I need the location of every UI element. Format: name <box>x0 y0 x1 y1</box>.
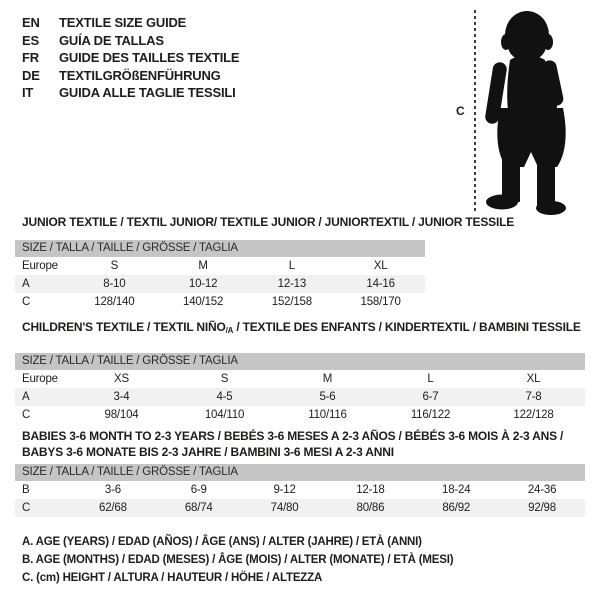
row-label: A <box>22 278 30 290</box>
table-row <box>15 275 425 293</box>
cell: L <box>427 373 434 385</box>
junior-title: JUNIOR TEXTILE / TEXTIL JUNIOR/ TEXTILE JUNIOR / JUNIORTEXTIL / JUNIOR TESSILE <box>22 215 515 229</box>
table-row <box>15 481 585 499</box>
footnote-a: A. AGE (YEARS) / EDAD (AÑOS) / ÂGE (ANS) / ALTER (JAHRE) / ETÀ (ANNI) <box>22 536 422 548</box>
language-code: ES <box>22 32 39 48</box>
cell: 5-6 <box>319 391 336 403</box>
language-title: TEXTILE SIZE GUIDE <box>59 15 187 30</box>
language-title: GUIDA ALLE TAGLIE TESSILI <box>59 85 236 100</box>
table-row <box>15 257 425 275</box>
height-dashed-line <box>474 10 476 211</box>
footnote-b: B. AGE (MONTHS) / EDAD (MESES) / ÂGE (MOIS) / ALTER (MONATE) / ETÀ (MESI) <box>22 554 454 566</box>
babies-title <box>15 428 585 460</box>
cell: XL <box>373 260 388 272</box>
cell: 14-16 <box>366 278 395 290</box>
cell: 9-12 <box>273 484 296 496</box>
babies-title-line2: BABYS 3-6 MONATE BIS 2-3 JAHRE / BAMBINI 3-6 MESI A 2-3 ANNI <box>22 445 394 459</box>
cell: 86/92 <box>442 502 471 514</box>
children-title-post: / TEXTILE DES ENFANTS / KINDERTEXTIL / BAMBINI TESSILE <box>233 320 581 334</box>
language-title: GUIDE DES TAILLES TEXTILE <box>59 50 240 65</box>
row-label: A <box>22 391 30 403</box>
cell: 24-36 <box>527 484 557 496</box>
children-section <box>15 320 585 424</box>
cell: XL <box>526 373 541 385</box>
cell: 80/86 <box>356 502 385 514</box>
cell: 74/80 <box>270 502 299 514</box>
table-row <box>15 406 585 424</box>
language-code: IT <box>22 85 34 100</box>
cell: 98/104 <box>104 409 139 421</box>
row-label: C <box>22 296 31 308</box>
row-label: B <box>22 484 30 496</box>
cell: 6-9 <box>190 484 207 496</box>
table-row <box>15 293 425 311</box>
row-label: Europe <box>22 373 58 385</box>
cell: 10-12 <box>188 278 218 290</box>
children-title <box>15 320 585 338</box>
cell: 122/128 <box>513 409 554 421</box>
table-row <box>15 370 585 388</box>
cell: M <box>198 260 208 272</box>
language-row-fr <box>22 49 239 67</box>
babies-section <box>15 428 585 517</box>
cell: 116/122 <box>410 409 451 421</box>
language-row-de <box>22 67 239 85</box>
cell: M <box>322 373 333 385</box>
cell: 6-7 <box>422 391 439 403</box>
row-label: C <box>22 409 31 421</box>
cell: 110/116 <box>308 409 347 421</box>
language-code: FR <box>22 50 39 65</box>
language-row-es <box>22 32 239 50</box>
cell: 140/152 <box>183 296 224 308</box>
cell: S <box>220 373 229 385</box>
footnote-c: C. (cm) HEIGHT / ALTURA / HAUTEUR / HÖHE / ALTEZZA <box>22 572 323 584</box>
cell: XS <box>114 373 129 385</box>
cell: 158/170 <box>360 296 401 308</box>
junior-table <box>15 257 425 311</box>
row-label: C <box>22 502 31 514</box>
junior-section <box>15 215 515 311</box>
language-title-list <box>22 14 239 102</box>
children-title-subscript: /A <box>225 326 234 335</box>
children-table <box>15 370 585 424</box>
cell: 68/74 <box>184 502 213 514</box>
language-row-it <box>22 84 239 102</box>
footnotes <box>22 533 453 587</box>
children-size-header: SIZE / TALLA / TAILLE / GRÖSSE / TAGLIA <box>15 353 585 370</box>
cell: 104/110 <box>204 409 245 421</box>
cell: 12-18 <box>356 484 385 496</box>
measure-c-label: C <box>456 104 465 118</box>
cell: 7-8 <box>525 391 542 403</box>
cell: L <box>288 260 295 272</box>
cell: 18-24 <box>442 484 471 496</box>
language-code: EN <box>22 15 40 30</box>
cell: 12-13 <box>277 278 307 290</box>
language-code: DE <box>22 67 40 83</box>
height-measure-figure <box>450 8 598 216</box>
cell: 152/158 <box>271 296 312 308</box>
cell: 62/68 <box>99 502 127 514</box>
cell: 8-10 <box>103 278 126 290</box>
cell: 3-6 <box>104 484 121 496</box>
cell: 128/140 <box>94 296 135 308</box>
babies-title-line1: BABIES 3-6 MONTH TO 2-3 YEARS / BEBÉS 3-6 MESES A 2-3 AÑOS / BÉBÉS 3-6 MOIS À 2-3 ANS / <box>22 429 564 443</box>
language-title: TEXTILGRÖßENFÜHRUNG <box>59 67 221 83</box>
junior-size-header: SIZE / TALLA / TAILLE / GRÖSSE / TAGLIA <box>15 240 425 257</box>
babies-table <box>15 481 585 517</box>
row-label: Europe <box>22 260 58 272</box>
cell: 92/98 <box>528 502 556 514</box>
table-row <box>15 499 585 517</box>
children-title-pre: CHILDREN'S TEXTILE / TEXTIL NIÑO <box>22 320 226 334</box>
toddler-silhouette-icon <box>483 8 595 216</box>
language-row-en <box>22 14 239 32</box>
language-title: GUÍA DE TALLAS <box>59 32 164 48</box>
table-row <box>15 388 585 406</box>
cell: 3-4 <box>113 391 130 403</box>
babies-size-header: SIZE / TALLA / TAILLE / GRÖSSE / TAGLIA <box>15 464 585 481</box>
cell: 4-5 <box>216 391 233 403</box>
cell: S <box>110 260 119 272</box>
